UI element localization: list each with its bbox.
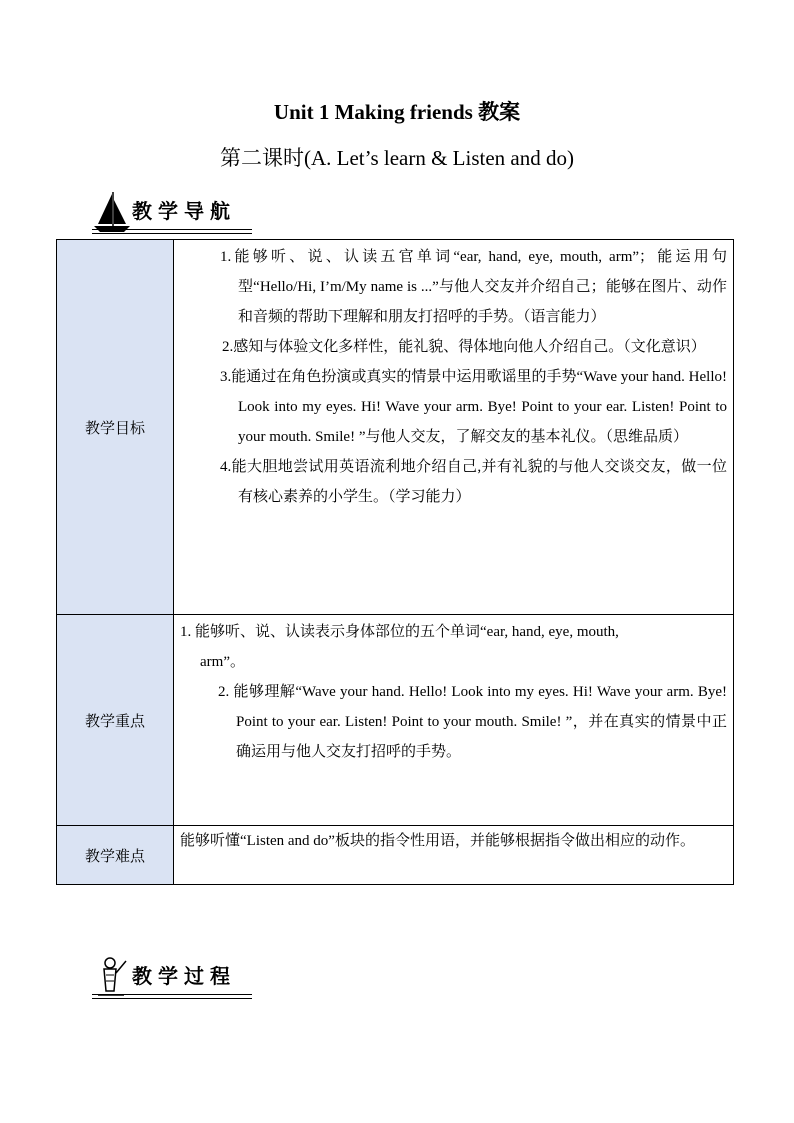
banner-label: 教学导航: [132, 199, 236, 223]
table-row: [57, 826, 734, 885]
row-label: 教学难点: [57, 826, 174, 885]
banner-label: 教学过程: [132, 964, 236, 988]
document-subtitle: 第二课时(A. Let’s learn & Listen and do): [219, 146, 574, 170]
list-item: arm”。: [200, 654, 245, 670]
list-item: 3.能通过在角色扮演或真实的情景中运用歌谣里的手势“Wave your hand. Hello! Look into my eyes. Hi! Wave your arm. Bye! Point to your ear. Listen! Point to your mouth. Smile! ”与他人交友，了解交友的基本礼仪。（思维品质）: [220, 369, 727, 445]
list-item: 4.能大胆地尝试用英语流利地介绍自己,并有礼貌的与他人交谈交友，做一位有核心素养的小学生。（学习能力）: [220, 459, 727, 505]
list-item: 2. 能够理解“Wave your hand. Hello! Look into my eyes. Hi! Wave your arm. Bye! Point to your ear. Listen! Point to your mouth. Smile! ”，并在真实的情景中正确运用与他人交友打招呼的手势。: [218, 684, 727, 760]
pencil-figure-icon: [92, 955, 132, 999]
row-content: [174, 826, 734, 885]
banner-underline: [92, 998, 252, 999]
list-item: 能够听懂“Listen and do”板块的指令性用语，并能够根据指令做出相应的动作。: [180, 833, 695, 849]
banner-underline: [92, 229, 252, 230]
table-row: [57, 240, 734, 615]
row-label: 教学重点: [57, 615, 174, 826]
section-banner-guide: [92, 190, 292, 234]
list-item: 2.感知与体验文化多样性，能礼貌、得体地向他人介绍自己。（文化意识）: [222, 339, 706, 355]
sailboat-icon: [92, 190, 132, 234]
table-row: [57, 615, 734, 826]
document-title: Unit 1 Making friends 教案: [273, 100, 521, 124]
banner-underline: [92, 994, 252, 995]
row-content: [174, 240, 734, 615]
list-item: 1.能够听、说、认读五官单词“ear, hand, eye, mouth, arm”；能运用句型“Hello/Hi, I’m/My name is ...”与他人交友并介绍自己；能够在图片、动作和音频的帮助下理解和朋友打招呼的手势。（语言能力）: [220, 249, 727, 325]
row-content: [174, 615, 734, 826]
section-banner-process: [92, 955, 292, 999]
list-item: 1. 能够听、说、认读表示身体部位的五个单词“ear, hand, eye, mouth,: [180, 624, 619, 640]
row-label: 教学目标: [57, 240, 174, 615]
lesson-plan-table: [56, 239, 734, 885]
banner-underline: [92, 233, 252, 234]
